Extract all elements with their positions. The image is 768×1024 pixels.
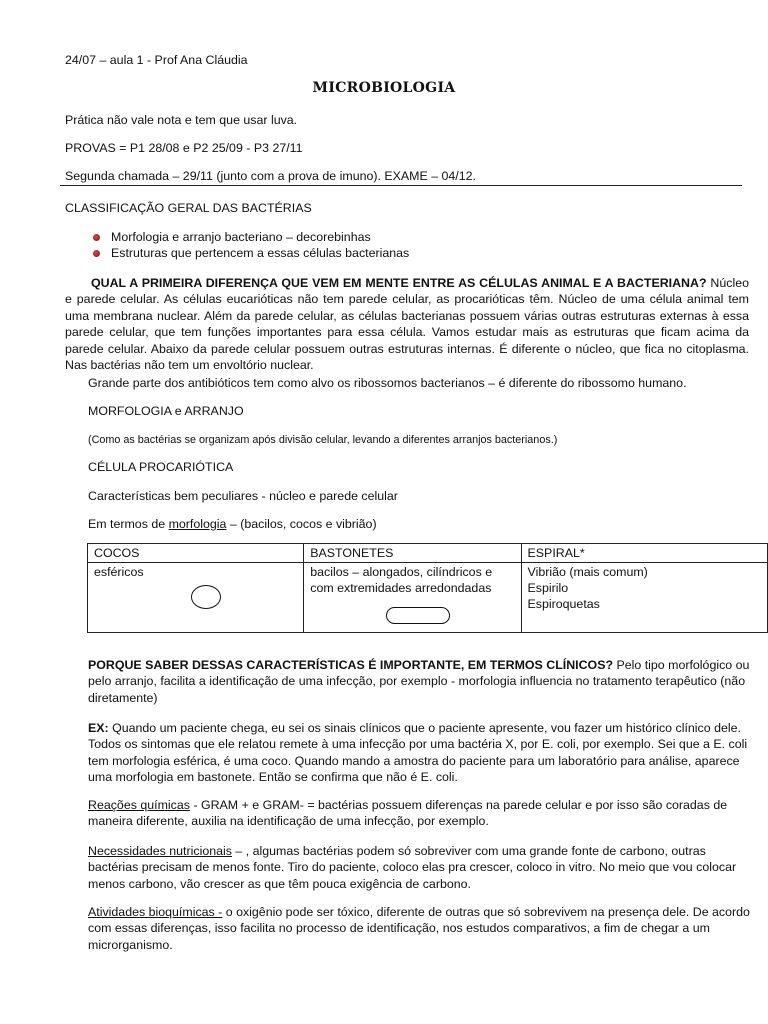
horizontal-divider [60, 185, 742, 186]
page-title: MICROBIOLOGIA [312, 80, 456, 96]
answer-text: Núcleo e parede celular. As células eucarióticas não tem parede celular, as procarióticas têm. Núcleo de uma célula animal tem uma membrana nuclear. Além da parede celular, as células bacterianas possuem várias outras estruturas externas à essa parede celular, que tem funções importantes para essa célula. Vamos estudar mais as estruturas que ficam acima da parede celular. Abaixo da parede celular possuem outras estruturas internas. É diferente o núcleo, que fica no citoplasma. Nas bactérias não tem um envoltório nuclear. [65, 276, 749, 373]
body-text: o oxigênio pode ser tóxico, diferente de outras que só sobrevivem na presença dele. De acordo com essas diferenças, isso facilita no processo de identificação, nos estudos comparativos, a fim de chegar a um microrganismo. [88, 905, 750, 952]
lecture-header: 24/07 – aula 1 - Prof Ana Cláudia [65, 53, 248, 67]
term-text: Reações químicas [88, 798, 190, 812]
bullet-icon [93, 250, 100, 257]
table-header-cell: ESPIRAL* [521, 544, 767, 563]
intro-line-1: Prática não vale nota e tem que usar luva. [65, 113, 298, 127]
term-text: Necessidades nutricionais [88, 844, 232, 858]
question-text: PORQUE SABER DESSAS CARACTERÍSTICAS É IMPORTANTE, EM TERMOS CLÍNICOS? [88, 658, 614, 672]
morphology-prefix: Em termos de [88, 517, 169, 531]
paragraph-example [88, 720, 750, 786]
paragraph-nutritional-needs [88, 843, 750, 892]
section-heading-prokaryotic: CÉLULA PROCARIÓTICA [88, 460, 234, 474]
paragraph-antibiotics: Grande parte dos antibióticos tem como alvo os ribossomos bacterianos – é diferente do ribossomo humano. [88, 376, 687, 390]
paragraph-chemical-reactions [88, 797, 750, 830]
example-text: Quando um paciente chega, eu sei os sinais clínicos que o paciente apresente, vou fazer um histórico clínico dele. Todos os sintomas que ele relatou remete à uma infecção por uma bactéria X, por E. coli, por exemplo. Sei que a E. coli tem morfologia esférica, é uma coco. Quando mando a amostra do paciente para um laboratório para análise, aparece uma morfologia em bastonete. Então se confirma que não é E. coli. [88, 721, 748, 785]
list-item-text: Estruturas que pertencem a essas células bacterianas [111, 245, 410, 260]
morphology-term: morfologia [168, 517, 227, 531]
table-cell-bastonetes [304, 563, 521, 633]
term-text: Atividades bioquímicas - [88, 905, 223, 919]
list-item [90, 246, 409, 262]
rod-shape-icon [386, 607, 450, 624]
table-header-cell: BASTONETES [304, 544, 521, 563]
morphology-line [88, 516, 377, 532]
bullet-list [90, 230, 409, 261]
table-header-cell: COCOS [88, 544, 304, 563]
list-item [90, 230, 409, 246]
circle-shape-icon [191, 585, 221, 609]
bastonetes-description: bacilos – alongados, cilíndricos e com extremidades arredondadas [310, 565, 493, 595]
answer-text: Pelo tipo morfológico ou pelo arranjo, facilita a identificação de uma infecção, por exemplo - morfologia influencia no tratamento terapêutico (não diretamente) [88, 658, 750, 705]
section-heading-morphology: MORFOLOGIA e ARRANJO [88, 404, 244, 418]
section-note: (Como as bactérias se organizam após divisão celular, levando a diferentes arranjos bacterianos.) [88, 434, 558, 446]
espiral-item: Vibrião (mais comum) [527, 565, 648, 579]
body-text: – , algumas bactérias podem só sobreviver com uma grande fonte de carbono, outras bactérias precisam de menos fonte. Tiro do paciente, coloco elas pra crescer, coloco in vitro. No meio que vou colocar menos carbono, vão crescer as que têm pouca exigência de carbono. [88, 844, 737, 891]
body-text: - GRAM + e GRAM- = bactérias possuem diferenças na parede celular e por isso são coradas de maneira diferente, auxilia na identificação de uma infecção, por exemplo. [88, 798, 728, 829]
cocos-description: esféricos [94, 565, 144, 579]
paragraph-biochemical-activities [88, 904, 750, 953]
table-cell-espiral [521, 563, 767, 633]
example-label: EX: [88, 721, 109, 735]
list-item-text: Morfologia e arranjo bacteriano – decorebinhas [111, 230, 371, 244]
intro-line-3: Segunda chamada – 29/11 (junto com a prova de imuno). EXAME – 04/12. [65, 169, 476, 183]
table-cell-cocos [88, 563, 304, 633]
espiral-item: Espiroquetas [527, 597, 600, 611]
characteristics-line: Características bem peculiares - núcleo e parede celular [88, 489, 398, 503]
paragraph-cell-differences [65, 275, 749, 373]
section-heading-classification: CLASSIFICAÇÃO GERAL DAS BACTÉRIAS [65, 201, 312, 215]
question-text: QUAL A PRIMEIRA DIFERENÇA QUE VEM EM MENTE ENTRE AS CÉLULAS ANIMAL E A BACTERIANA? [91, 276, 707, 290]
table-header-row [88, 544, 768, 563]
morphology-suffix: – (bacilos, cocos e vibrião) [226, 517, 377, 531]
morphology-table [87, 543, 768, 633]
bullet-icon [93, 234, 100, 241]
espiral-item: Espirilo [527, 581, 569, 595]
table-row [88, 563, 768, 633]
paragraph-clinical-importance [88, 657, 750, 706]
intro-line-2: PROVAS = P1 28/08 e P2 25/09 - P3 27/11 [65, 141, 303, 155]
